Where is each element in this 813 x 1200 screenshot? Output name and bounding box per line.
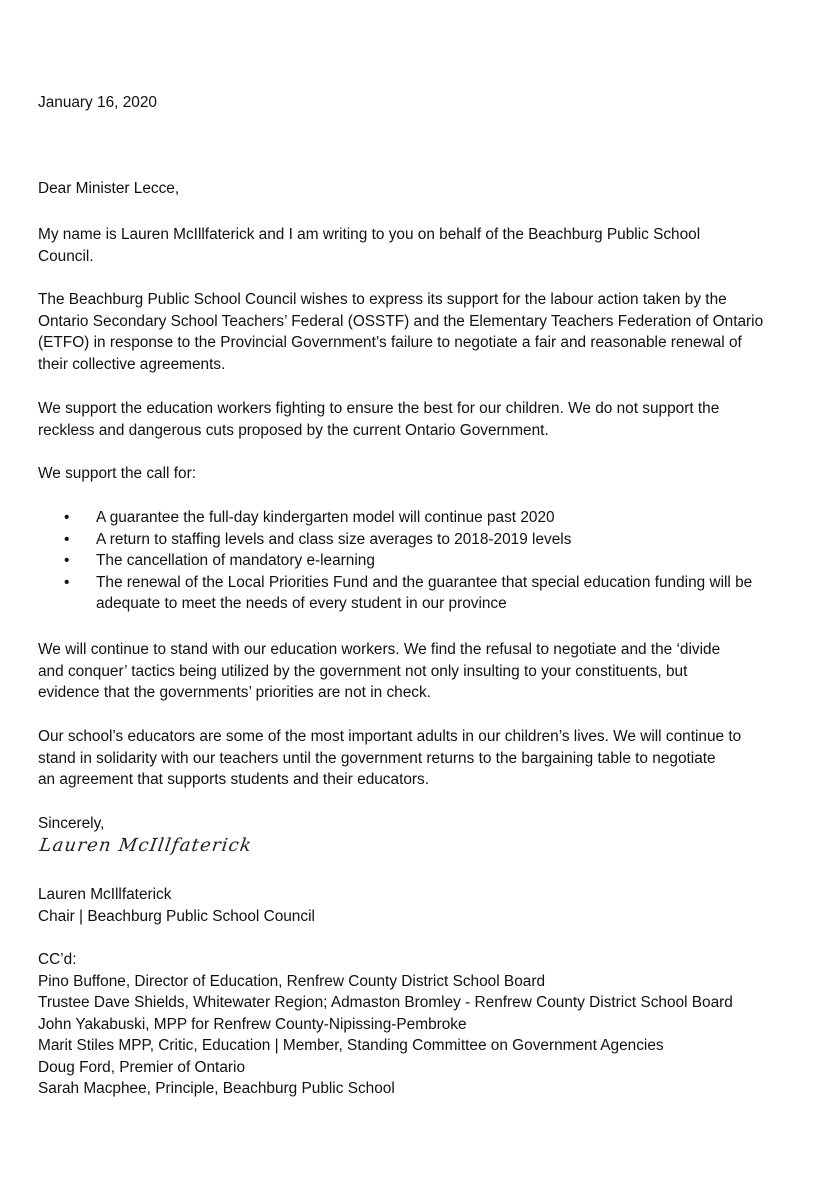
support-line: their collective agreements.: [38, 355, 226, 373]
list-item: [38, 550, 788, 572]
education-workers-line: reckless and dangerous cuts proposed by the current Ontario Government.: [38, 421, 549, 439]
list-item: [38, 507, 788, 529]
cc-recipient: Doug Ford, Premier of Ontario: [38, 1058, 245, 1076]
support-line: The Beachburg Public School Council wishes to express its support for the labour action taken by the: [38, 291, 727, 308]
intro-paragraph: [38, 224, 788, 267]
list-item-text: adequate to meet the needs of every student in our province: [96, 595, 507, 612]
cc-block: [38, 949, 788, 1100]
educators-line: Our school’s educators are some of the most important adults in our children’s lives. We will continue to: [38, 728, 742, 745]
support-line: (ETFO) in response to the Provincial Government’s failure to negotiate a fair and reasonable renewal of: [38, 334, 742, 351]
intro-line: My name is Lauren McIllfaterick and I am writing to you on behalf of the Beachburg Public School: [38, 226, 701, 243]
signer-title: Chair | Beachburg Public School Council: [38, 907, 315, 925]
education-workers-line: We support the education workers fighting to ensure the best for our children. We do not support the: [38, 400, 720, 417]
demands-list: [38, 507, 788, 615]
cc-label: CC’d:: [38, 951, 77, 968]
educators-line: stand in solidarity with our teachers until the government returns to the bargaining table to negotiate: [38, 749, 716, 767]
stand-paragraph: [38, 639, 788, 704]
list-item-text: A return to staffing levels and class size averages to 2018-2019 levels: [96, 530, 572, 548]
cc-recipient: Pino Buffone, Director of Education, Renfrew County District School Board: [38, 972, 546, 990]
list-item-text: The renewal of the Local Priorities Fund and the guarantee that special education funding will be: [96, 573, 753, 591]
support-paragraph: [38, 289, 788, 375]
bullet-icon: •: [64, 573, 70, 591]
bullet-icon: •: [64, 530, 70, 548]
cc-recipient: Marit Stiles MPP, Critic, Education | Member, Standing Committee on Government Agencies: [38, 1037, 664, 1054]
salutation: Dear Minister Lecce,: [38, 180, 180, 197]
cc-recipient: John Yakabuski, MPP for Renfrew County-Nipissing-Pembroke: [38, 1015, 467, 1033]
stand-line: evidence that the governments’ priorities are not in check.: [38, 684, 431, 701]
support-line: Ontario Secondary School Teachers’ Federal (OSSTF) and the Elementary Teachers Federation of Ontario: [38, 312, 764, 330]
cc-recipient: Sarah Macphee, Principle, Beachburg Public School: [38, 1080, 395, 1097]
call-intro: We support the call for:: [38, 465, 196, 482]
signer-block: [38, 884, 788, 927]
bullet-icon: •: [64, 509, 70, 526]
stand-line: and conquer’ tactics being utilized by the government not only insulting to your constituents, but: [38, 662, 688, 680]
educators-paragraph: [38, 726, 788, 791]
signer-name: Lauren McIllfaterick: [38, 886, 172, 903]
list-item-text: The cancellation of mandatory e-learning: [96, 552, 375, 569]
stand-line: We will continue to stand with our education workers. We find the refusal to negotiate and the ‘divide: [38, 641, 721, 658]
list-item: [38, 529, 788, 551]
education-workers-paragraph: [38, 398, 788, 441]
educators-line: an agreement that supports students and their educators.: [38, 771, 429, 788]
closing: Sincerely,: [38, 815, 105, 832]
handwritten-signature: Lauren McIllfaterick: [38, 835, 254, 856]
list-item: [38, 572, 788, 615]
bullet-icon: •: [64, 552, 70, 569]
letter-date: January 16, 2020: [38, 94, 157, 111]
intro-line: Council.: [38, 247, 94, 265]
cc-recipient: Trustee Dave Shields, Whitewater Region; Admaston Bromley - Renfrew County District School Board: [38, 994, 733, 1011]
list-item-text: A guarantee the full-day kindergarten model will continue past 2020: [96, 509, 555, 526]
